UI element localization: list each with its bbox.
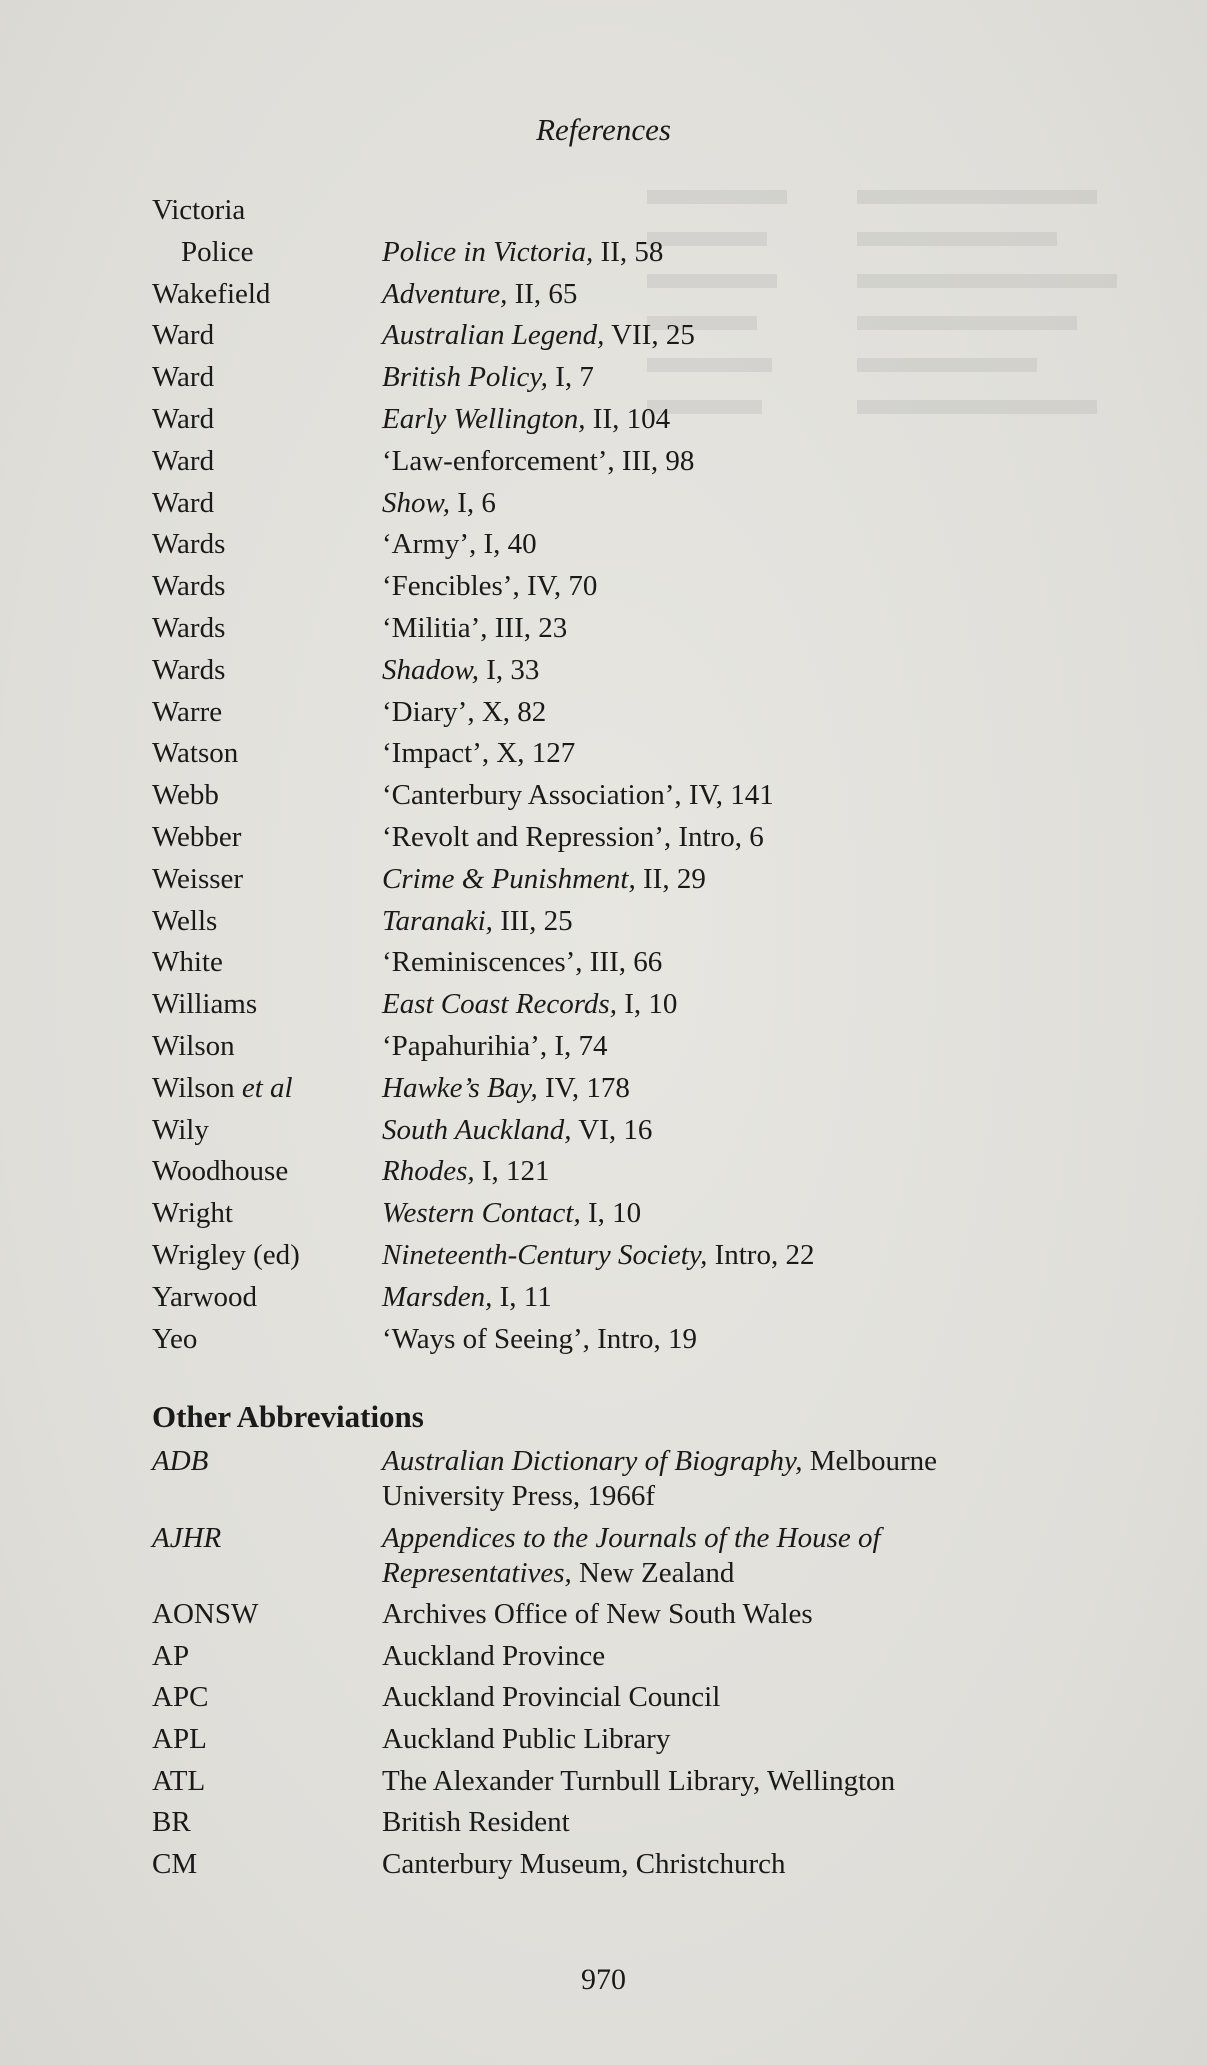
reference-list <box>152 190 1052 1360</box>
entry-locator: VII, 25 <box>604 319 695 352</box>
entry-author <box>152 566 382 608</box>
entry-title: Australian Legend, <box>382 319 605 352</box>
author-name: Yarwood <box>152 1280 258 1313</box>
entry-reference <box>382 357 1052 399</box>
definition-italic: Appendices to the Journals of the House of <box>382 1521 881 1554</box>
entry-locator: I, 10 <box>580 1197 642 1230</box>
author-name: Warre <box>152 695 223 728</box>
author-name: Wards <box>152 528 226 561</box>
author-name: White <box>152 946 223 979</box>
entry-reference <box>382 942 1052 984</box>
entry-author <box>152 650 382 692</box>
definition-plain: Archives Office of New South Wales <box>382 1598 813 1631</box>
entry-reference <box>382 274 1052 316</box>
entry-locator: Intro, 19 <box>589 1322 697 1355</box>
entry-title: ‘Army’, <box>382 528 477 561</box>
entry-reference <box>382 650 1052 692</box>
entry-reference <box>382 190 1052 274</box>
definition-line <box>382 1805 1052 1840</box>
entry-title: ‘Papahurihia’, <box>382 1029 548 1062</box>
reference-entry <box>152 1068 1052 1110</box>
abbreviation: CM <box>152 1847 198 1880</box>
definition-plain: Auckland Provincial Council <box>382 1681 721 1714</box>
author-name: Webber <box>152 820 242 853</box>
author-line: Police <box>181 235 254 268</box>
entry-locator: II, 104 <box>585 402 671 435</box>
reference-entry <box>152 775 1052 817</box>
abbreviation-definition <box>382 1805 1052 1840</box>
entry-author <box>152 524 382 566</box>
reference-entry <box>152 1026 1052 1068</box>
definition-plain: The Alexander Turnbull Library, Wellington <box>382 1764 896 1797</box>
running-head: References <box>536 112 671 147</box>
entry-reference <box>382 483 1052 525</box>
entry-locator: X, 127 <box>489 737 576 770</box>
entry-author <box>152 942 382 984</box>
entry-reference <box>382 859 1052 901</box>
reference-entry <box>152 524 1052 566</box>
entry-title: ‘Canterbury Association’, <box>382 779 682 812</box>
reference-entry <box>152 1319 1052 1361</box>
entry-author <box>152 274 382 316</box>
abbreviation-definition <box>382 1521 1052 1591</box>
author-suffix: et al <box>241 1071 293 1104</box>
definition-plain: Auckland Province <box>382 1639 606 1672</box>
entry-reference <box>382 524 1052 566</box>
author-name: Wells <box>152 904 218 937</box>
entry-reference <box>382 1193 1052 1235</box>
definition-line <box>382 1597 1052 1632</box>
entry-locator: IV, 70 <box>519 570 598 603</box>
definition-plain: Canterbury Museum, Christchurch <box>382 1847 786 1880</box>
entry-reference <box>382 566 1052 608</box>
entry-reference <box>382 1026 1052 1068</box>
entry-title: Rhodes, <box>382 1155 475 1188</box>
definition-line <box>382 1521 1052 1556</box>
entry-author <box>152 608 382 650</box>
entry-author <box>152 1151 382 1193</box>
entry-author <box>152 1026 382 1068</box>
entry-reference <box>382 315 1052 357</box>
page-number: 970 <box>581 1963 626 1996</box>
reference-entry <box>152 984 1052 1026</box>
entry-locator: I, 121 <box>474 1155 550 1188</box>
definition-plain: British Resident <box>382 1806 570 1839</box>
entry-author <box>152 984 382 1026</box>
entry-author <box>152 357 382 399</box>
definition-line <box>382 1764 1052 1799</box>
reference-entry <box>152 483 1052 525</box>
author-name: Wrigley (ed) <box>152 1238 300 1271</box>
abbreviation-entry <box>152 1521 1052 1591</box>
entry-title: ‘Law-enforcement’, <box>382 444 615 477</box>
reference-entry <box>152 190 1052 274</box>
abbreviation-entry <box>152 1680 1052 1715</box>
entry-title: Crime & Punishment, <box>382 862 636 895</box>
entry-author <box>152 399 382 441</box>
definition-plain: Melbourne <box>802 1445 937 1477</box>
entry-locator: III, 23 <box>487 611 568 644</box>
entry-title: ‘Militia’, <box>382 611 488 644</box>
definition-line <box>382 1639 1052 1674</box>
abbreviation-definition <box>382 1597 1052 1632</box>
definition-italic: Australian Dictionary of Biography, <box>382 1445 803 1477</box>
reference-entry <box>152 566 1052 608</box>
entry-title: Shadow, <box>382 653 479 686</box>
entry-locator: I, 7 <box>547 361 594 394</box>
abbreviation: ADB <box>152 1445 209 1477</box>
reference-entry <box>152 357 1052 399</box>
author-name: Wilson <box>152 1029 235 1062</box>
author-name: Wilson <box>152 1071 242 1104</box>
reference-entry <box>152 1277 1052 1319</box>
entry-locator: X, 82 <box>474 695 547 728</box>
entry-author <box>152 315 382 357</box>
author-name: Ward <box>152 444 215 477</box>
entry-title: ‘Fencibles’, <box>382 570 520 603</box>
entry-locator: Intro, 6 <box>671 820 764 853</box>
entry-reference <box>382 901 1052 943</box>
entry-author <box>152 1193 382 1235</box>
entry-reference <box>382 1151 1052 1193</box>
reference-entry <box>152 608 1052 650</box>
author-name: Watson <box>152 737 239 770</box>
entry-author <box>152 1277 382 1319</box>
author-name: Webb <box>152 779 219 812</box>
entry-title: South Auckland, <box>382 1113 572 1146</box>
author-name: Williams <box>152 988 258 1021</box>
definition-line <box>382 1722 1052 1757</box>
entry-title: Nineteenth-Century Society, <box>382 1238 708 1271</box>
author-name: Weisser <box>152 862 244 895</box>
abbreviation: BR <box>152 1806 191 1839</box>
entry-reference <box>382 608 1052 650</box>
author-name: Ward <box>152 486 215 519</box>
entry-title: Marsden, <box>382 1280 493 1313</box>
entry-author <box>152 483 382 525</box>
reference-entry <box>152 1235 1052 1277</box>
entry-title: ‘Impact’, <box>382 737 490 770</box>
entry-title: ‘Reminiscences’, <box>382 946 583 979</box>
entry-author <box>152 775 382 817</box>
reference-entry <box>152 942 1052 984</box>
entry-reference <box>382 817 1052 859</box>
entry-title: Taranaki, <box>382 904 493 937</box>
entry-author <box>152 692 382 734</box>
entry-locator: II, 29 <box>635 862 706 895</box>
abbreviation-definition <box>382 1639 1052 1674</box>
author-name: Wright <box>152 1197 233 1230</box>
definition-line <box>382 1847 1052 1882</box>
reference-entry <box>152 274 1052 316</box>
entry-locator: I, 40 <box>476 528 537 561</box>
entry-author <box>152 1235 382 1277</box>
entry-locator: II, 65 <box>507 277 578 310</box>
entry-locator: II, 58 <box>593 235 664 268</box>
reference-entry <box>152 441 1052 483</box>
author-name: Ward <box>152 361 215 394</box>
abbreviation-definition <box>382 1680 1052 1715</box>
definition-line <box>382 1444 1052 1479</box>
entry-locator: I, 10 <box>616 988 678 1021</box>
abbreviation-entry <box>152 1639 1052 1674</box>
reference-entry <box>152 315 1052 357</box>
definition-line <box>382 1479 1052 1514</box>
entry-title: Show, <box>382 486 450 519</box>
entry-locator: I, 11 <box>492 1280 552 1313</box>
reference-entry <box>152 1151 1052 1193</box>
entry-title: Western Contact, <box>382 1197 581 1230</box>
reference-entry <box>152 901 1052 943</box>
abbreviation: ATL <box>152 1764 206 1797</box>
entry-reference <box>382 692 1052 734</box>
definition-plain: Auckland Public Library <box>382 1722 671 1755</box>
author-name: Wily <box>152 1113 209 1146</box>
entry-locator: VI, 16 <box>571 1113 653 1146</box>
entry-author <box>152 1068 382 1110</box>
entry-title: ‘Ways of Seeing’, <box>382 1322 590 1355</box>
entry-title: Police in Victoria, <box>382 235 594 268</box>
reference-entry <box>152 399 1052 441</box>
entry-author <box>152 1110 382 1152</box>
entry-title: Hawke’s Bay, <box>382 1071 538 1104</box>
definition-plain: University Press, 1966f <box>382 1480 656 1512</box>
abbreviation: AONSW <box>152 1598 259 1631</box>
entry-reference <box>382 1110 1052 1152</box>
entry-reference <box>382 399 1052 441</box>
entry-reference <box>382 1319 1052 1361</box>
entry-title: East Coast Records, <box>382 988 617 1021</box>
entry-title: ‘Revolt and Repression’, <box>382 820 672 853</box>
abbreviation-list <box>152 1444 1052 1888</box>
definition-italic: Representatives, <box>382 1556 572 1589</box>
entry-title: British Policy, <box>382 361 548 394</box>
reference-entry <box>152 859 1052 901</box>
entry-author <box>152 901 382 943</box>
entry-locator: III, 25 <box>492 904 573 937</box>
abbreviation-entry <box>152 1805 1052 1840</box>
abbreviation-definition <box>382 1444 1052 1514</box>
entry-title: Early Wellington, <box>382 402 586 435</box>
entry-author <box>152 817 382 859</box>
entry-reference <box>382 441 1052 483</box>
abbreviation-definition <box>382 1722 1052 1757</box>
entry-title: Adventure, <box>382 277 508 310</box>
entry-locator: III, 98 <box>614 444 695 477</box>
abbreviation: APL <box>152 1722 207 1755</box>
abbreviation-definition <box>382 1764 1052 1799</box>
abbreviation: AP <box>152 1639 190 1672</box>
entry-reference <box>382 984 1052 1026</box>
entry-author <box>152 441 382 483</box>
definition-line <box>382 1556 1052 1591</box>
entry-locator: IV, 141 <box>681 779 774 812</box>
abbreviation-entry <box>152 1764 1052 1799</box>
section-heading-other-abbreviations: Other Abbreviations <box>152 1399 424 1434</box>
reference-entry <box>152 1110 1052 1152</box>
abbreviation: APC <box>152 1681 209 1714</box>
abbreviation-entry <box>152 1597 1052 1632</box>
reference-entry <box>152 692 1052 734</box>
abbreviation-definition <box>382 1847 1052 1882</box>
entry-author <box>152 1319 382 1361</box>
abbreviation-entry <box>152 1722 1052 1757</box>
definition-line <box>382 1680 1052 1715</box>
abbreviation-entry <box>152 1444 1052 1514</box>
entry-author <box>152 190 382 274</box>
author-name: Ward <box>152 319 215 352</box>
entry-reference <box>382 733 1052 775</box>
entry-locator: Intro, 22 <box>707 1238 815 1271</box>
author-name: Wards <box>152 653 226 686</box>
entry-locator: I, 74 <box>547 1029 608 1062</box>
author-name: Woodhouse <box>152 1155 289 1188</box>
entry-reference <box>382 1235 1052 1277</box>
author-name: Wards <box>152 611 226 644</box>
reference-entry <box>152 650 1052 692</box>
reference-entry <box>152 1193 1052 1235</box>
author-name: Yeo <box>152 1322 198 1355</box>
entry-locator: IV, 178 <box>537 1071 630 1104</box>
abbreviation-entry <box>152 1847 1052 1882</box>
entry-locator: I, 33 <box>478 653 540 686</box>
entry-author <box>152 733 382 775</box>
author-name: Ward <box>152 402 215 435</box>
reference-entry <box>152 733 1052 775</box>
entry-reference <box>382 775 1052 817</box>
entry-title: ‘Diary’, <box>382 695 475 728</box>
author-line: Victoria <box>152 194 246 226</box>
abbreviation: AJHR <box>152 1521 222 1554</box>
entry-reference <box>382 1068 1052 1110</box>
entry-locator: III, 66 <box>582 946 663 979</box>
reference-entry <box>152 817 1052 859</box>
author-name: Wakefield <box>152 277 271 310</box>
entry-author <box>152 859 382 901</box>
entry-reference <box>382 1277 1052 1319</box>
author-name: Wards <box>152 570 226 603</box>
entry-locator: I, 6 <box>449 486 496 519</box>
definition-plain: New Zealand <box>571 1556 735 1589</box>
